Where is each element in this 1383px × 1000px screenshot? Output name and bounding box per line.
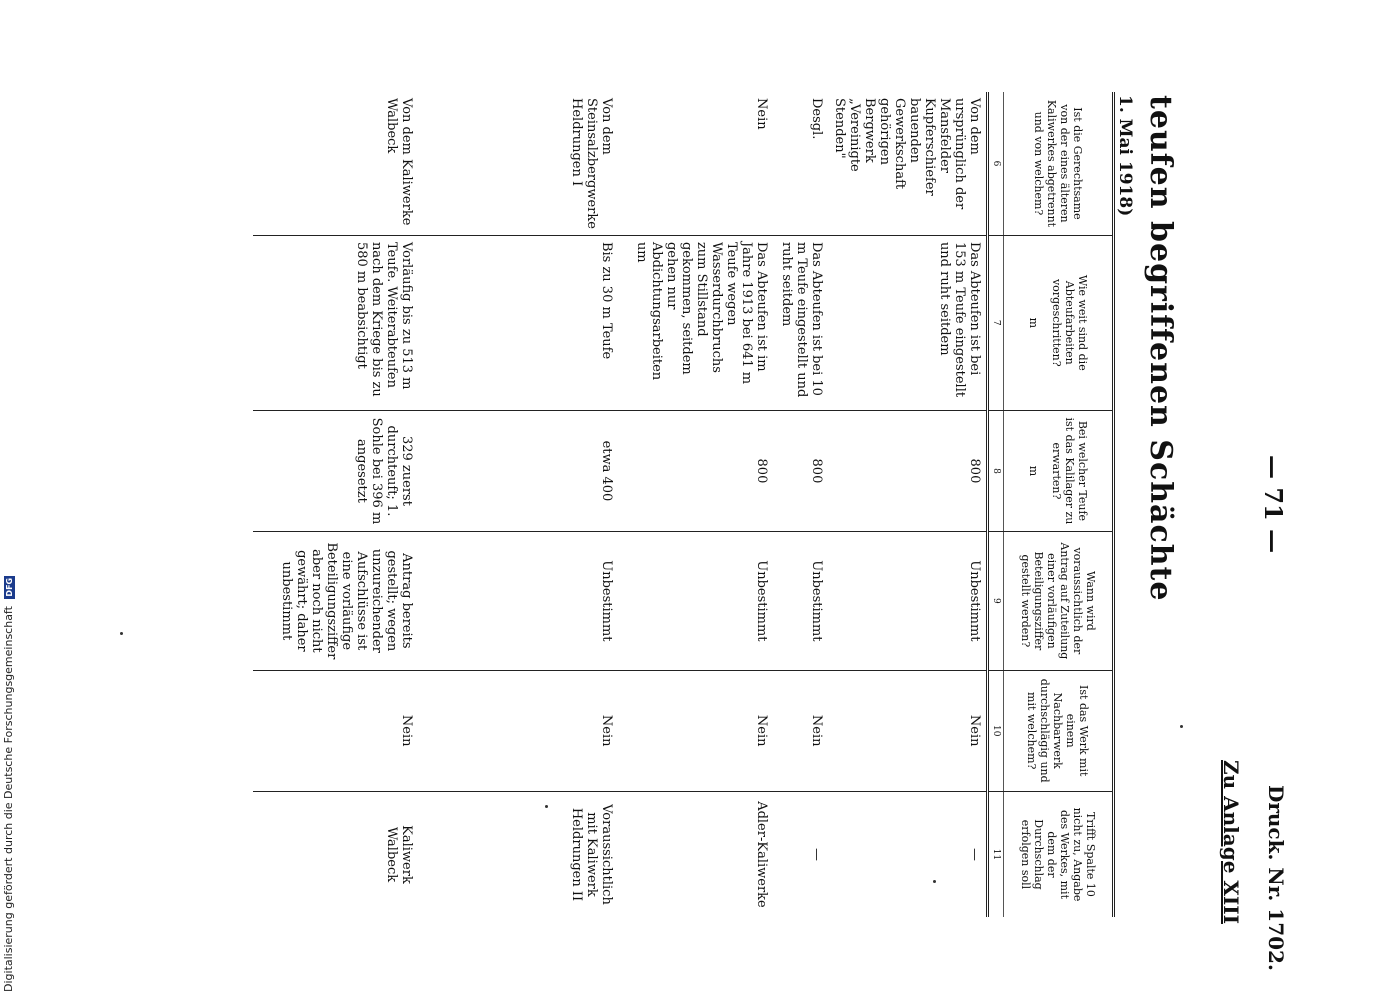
- table-cell: Nein: [754, 98, 769, 130]
- dfg-logo: DFG: [5, 577, 14, 597]
- table-cell: Das Abteufen ist bei 153 m Teufe eingestellt und ruht seitdem: [828, 235, 988, 410]
- column-number-6: 6: [988, 92, 1004, 235]
- table-cell: Vorläufig bis zu 513 m Teufe. Weiterabteufen nach dem Kriege bis zu 580 m beabsichtigt: [253, 235, 418, 410]
- table-cell: Bis zu 30 m Teufe: [418, 235, 618, 410]
- shafts-table: [253, 92, 1115, 917]
- table-cell: Unbestimmt: [828, 532, 988, 670]
- column-heading-8-text: Bei welcher Teufe ist das Kalilager zu erwarten?: [1050, 417, 1089, 525]
- table-cell: Unbestimmt: [773, 532, 828, 670]
- table-row: [828, 92, 988, 917]
- table-cell: Desgl.: [809, 98, 824, 140]
- speck-mark: [545, 805, 548, 808]
- table-cell: Kaliwerk Walbeck: [253, 791, 418, 917]
- column-heading-11: Trifft Spalte 10 nicht zu, Angabe des Werkes, mit dem der Durchschlag erfolgen soll: [1004, 791, 1114, 917]
- table-cell: Unbestimmt: [618, 532, 773, 670]
- table-row: [773, 92, 828, 917]
- column-heading-7: [1004, 235, 1114, 410]
- speck-mark: [120, 632, 123, 635]
- table-row: [618, 92, 773, 917]
- table-cell: Nein: [828, 670, 988, 791]
- table-cell: Adler-Kaliwerke: [618, 791, 773, 917]
- table-row: [253, 92, 418, 917]
- column-number-9: 9: [988, 532, 1004, 670]
- column-heading-7-text: Wie weit sind die Abteufarbeiten vorgeschritten?: [1050, 274, 1089, 371]
- column-heading-8: [1004, 410, 1114, 532]
- table-cell: —: [828, 791, 988, 917]
- column-unit-7: m: [1027, 317, 1040, 329]
- speck-mark: [933, 880, 936, 883]
- table-cell: —: [773, 791, 828, 917]
- table-cell: 800: [618, 410, 773, 532]
- speck-mark: [1180, 725, 1183, 728]
- table-cell: 800: [773, 410, 828, 532]
- table-cell: Nein: [253, 670, 418, 791]
- appendix-label: Zu Anlage XIII: [1219, 760, 1243, 924]
- table-cell: etwa 400: [418, 410, 618, 532]
- column-number-8: 8: [988, 410, 1004, 532]
- table-cell: Nein: [773, 670, 828, 791]
- table-cell: Das Abteufen ist im Jahre 1913 bei 641 m Teufe wegen Wasserdurchbruchs zum Stillstand gekommen, seitdem gehen nur Abdichtungsarbeiten um: [618, 235, 773, 410]
- column-unit-8: m: [1027, 465, 1040, 477]
- digitization-footer: [2, 576, 15, 992]
- footer-text: Digitalisierung gefördert durch die Deutsche Forschungsgemeinschaft: [2, 606, 15, 992]
- column-number-7: 7: [988, 235, 1004, 410]
- print-number: Druck. Nr. 1702.: [1264, 785, 1288, 971]
- column-number-11: 11: [988, 791, 1004, 917]
- table-cell: Voraussichtlich mit Kaliwerk Heldrungen II: [418, 791, 618, 917]
- table-cell: 800: [828, 410, 988, 532]
- column-number-10: 10: [988, 670, 1004, 791]
- page-number: — 71 —: [1259, 455, 1288, 554]
- table-cell: Von dem ursprünglich der Mansfelder Kupferschiefer bauenden Gewerkschaft gehörigen Bergwerk „Vereinigte Stenden": [832, 98, 982, 210]
- table-cell: 329 zuerst durchteuft; 1. Sohle bei 396 m angesetzt: [253, 410, 418, 532]
- page-date: 1. Mai 1918): [1115, 95, 1135, 217]
- column-heading-10: Ist das Werk mit einem Nachbarwerk durchschlägig und mit welchem?: [1004, 670, 1114, 791]
- table-cell: Von dem Steinsalzbergwerke Heldrungen I: [569, 98, 614, 229]
- table-cell: Unbestimmt: [418, 532, 618, 670]
- table-cell: Nein: [418, 670, 618, 791]
- column-heading-6: Ist die Gerechtsame von der eines älteren Kaliwerkes abgetrennt und von welchem?: [1004, 92, 1114, 235]
- table-cell: Nein: [618, 670, 773, 791]
- table-cell: Antrag bereits gestellt; wegen unzureichender Aufschlüsse ist eine vorläufige Beteiligungsziffer aber noch nicht gewährt; daher unbestimmt: [253, 532, 418, 670]
- column-heading-9: Wann wird voraussichtlich der Antrag auf Zuteilung einer vorläufigen Beteiligungsziffer gestellt werden?: [1004, 532, 1114, 670]
- table-cell: Das Abteufen ist bei 10 m Teufe eingestellt und ruht seitdem: [773, 235, 828, 410]
- table-row: [418, 92, 618, 917]
- page-title: teufen begriffenen Schächte: [1143, 95, 1178, 602]
- table-cell: Von dem Kaliwerke Walbeck: [384, 98, 414, 226]
